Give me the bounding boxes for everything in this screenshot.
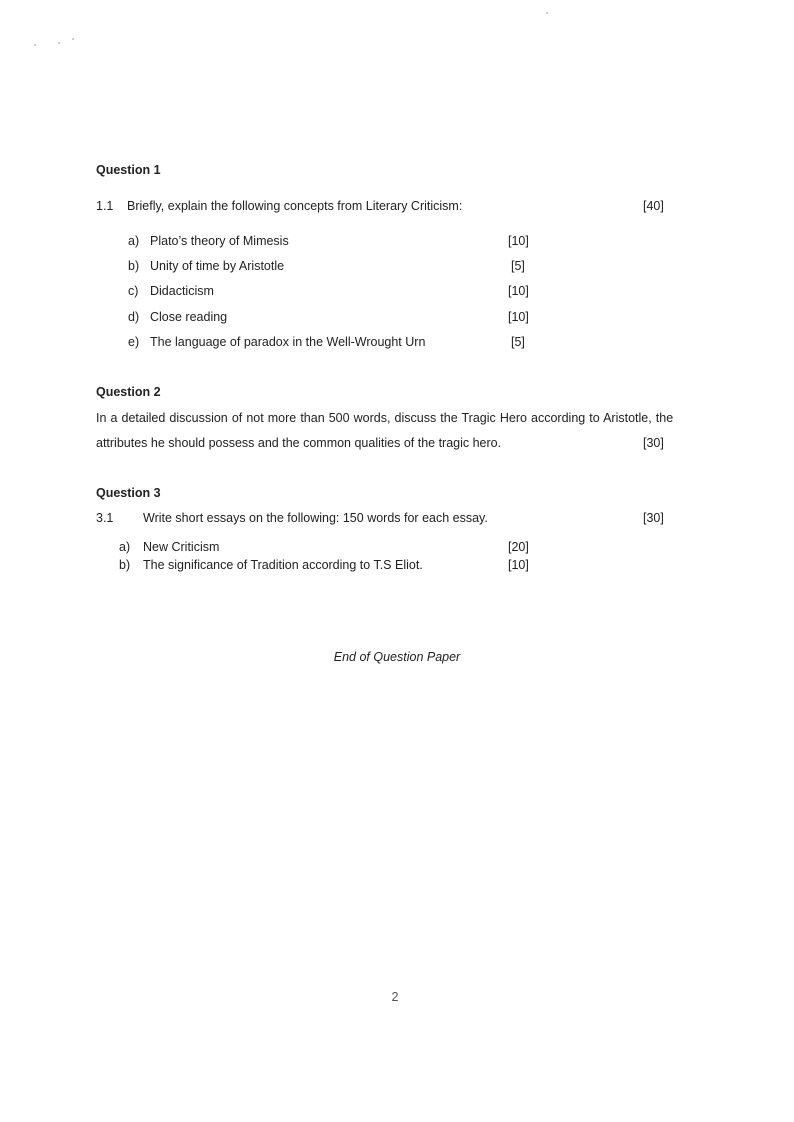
item-marks: [20] [508, 540, 529, 554]
question-1-heading: Question 1 [96, 163, 161, 177]
scan-speck [546, 12, 548, 14]
item-text: Didacticism [150, 284, 214, 298]
item-letter: a) [119, 540, 131, 554]
scan-speck [58, 42, 60, 44]
item-text: The significance of Tradition according to T.S Eliot. [143, 558, 423, 572]
item-marks: [10] [508, 310, 529, 324]
question-1-total-marks: [40] [643, 199, 664, 213]
item-letter: a) [128, 234, 140, 248]
item-letter: c) [128, 284, 139, 298]
scan-speck [34, 44, 36, 46]
item-marks: [10] [508, 558, 529, 572]
item-text: Unity of time by Aristotle [150, 259, 285, 273]
question-2-text-line-2: attributes he should possess and the common qualities of the tragic hero. [96, 436, 502, 450]
item-letter: b) [119, 558, 131, 572]
question-3-total-marks: [30] [643, 511, 664, 525]
end-of-paper-text: End of Question Paper [333, 650, 461, 664]
question-3-number: 3.1 [96, 511, 114, 525]
item-marks: [10] [508, 284, 529, 298]
question-1-number: 1.1 [96, 199, 114, 213]
item-marks: [10] [508, 234, 529, 248]
item-text: Plato’s theory of Mimesis [150, 234, 289, 248]
item-letter: b) [128, 259, 140, 273]
question-1-prompt: Briefly, explain the following concepts from Literary Criticism: [127, 199, 463, 213]
item-text: Close reading [150, 310, 228, 324]
page-number: 2 [391, 990, 399, 1004]
item-text: The language of paradox in the Well-Wrought Urn [150, 335, 426, 349]
item-marks: [5] [511, 335, 525, 349]
question-2-marks: [30] [643, 436, 664, 450]
question-2-text-line-1: In a detailed discussion of not more than 500 words, discuss the Tragic Hero according to Aristotle, the [96, 411, 674, 425]
item-letter: d) [128, 310, 140, 324]
scan-speck [72, 38, 74, 40]
item-marks: [5] [511, 259, 525, 273]
question-3-prompt: Write short essays on the following: 150 words for each essay. [143, 511, 488, 525]
item-letter: e) [128, 335, 140, 349]
item-text: New Criticism [143, 540, 220, 554]
question-2-heading: Question 2 [96, 385, 161, 399]
question-3-heading: Question 3 [96, 486, 161, 500]
